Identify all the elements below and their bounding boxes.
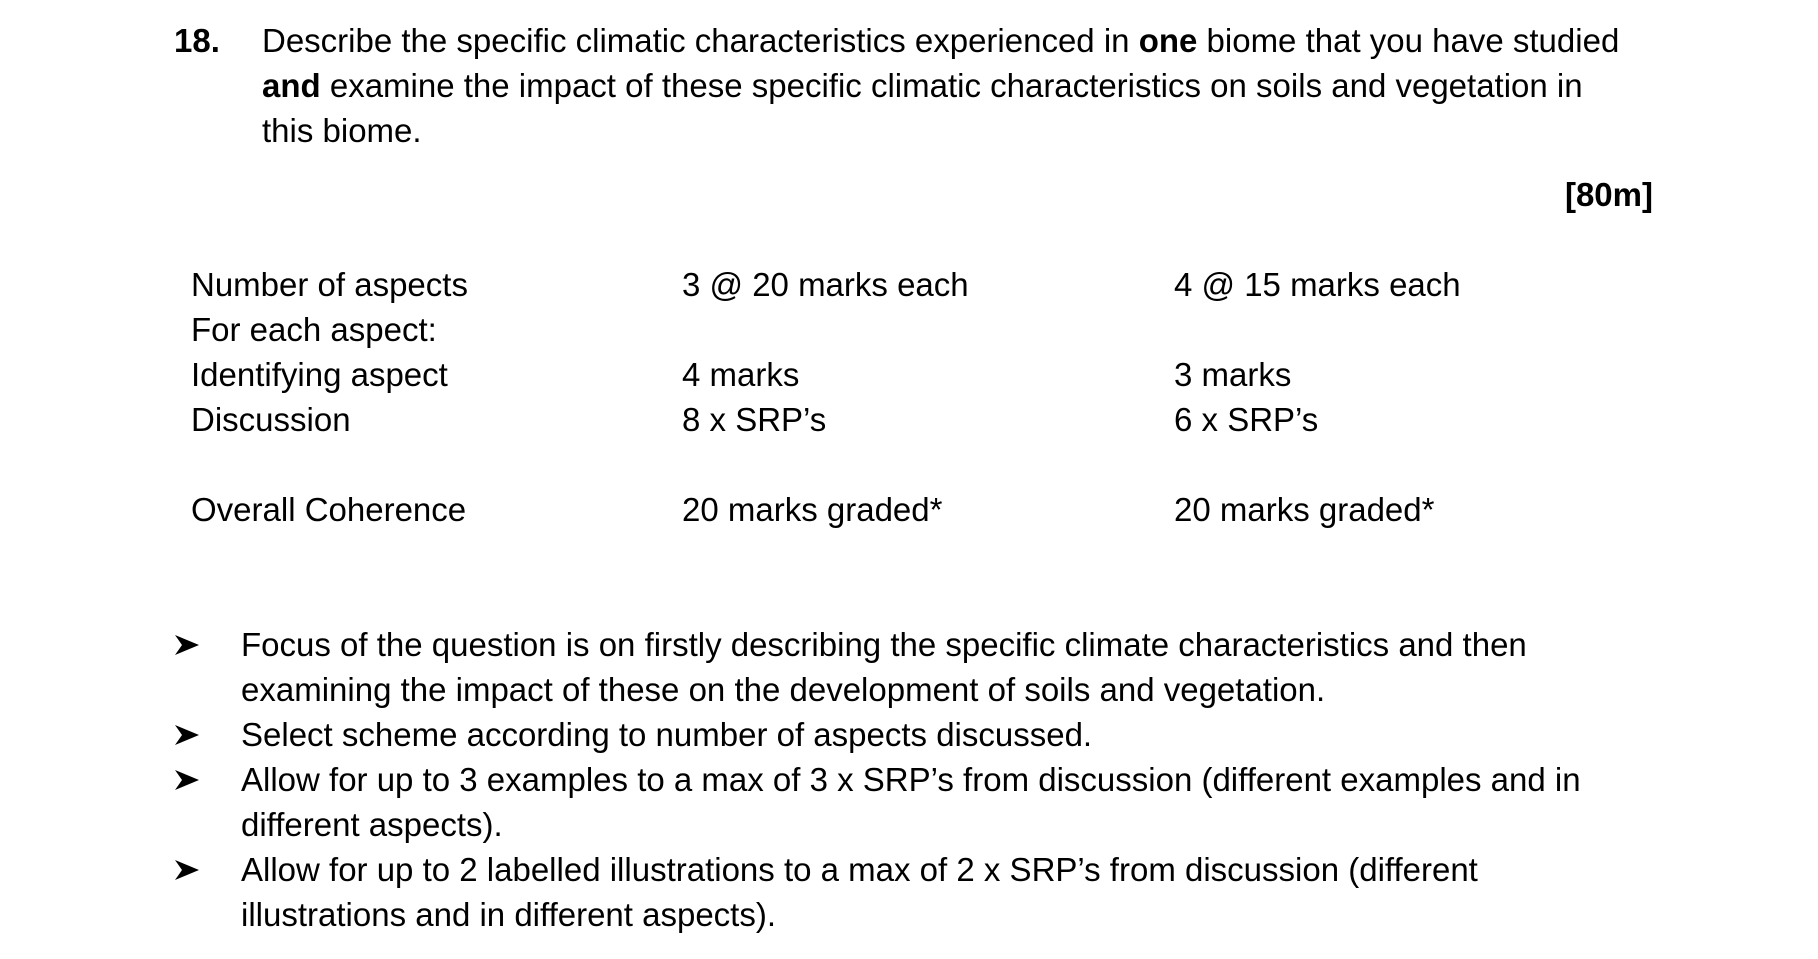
note-line: Allow for up to 3 examples to a max of 3 x SRP’s from discussion (different examples and in [241,761,1581,798]
note-line: Select scheme according to number of aspects discussed. [241,716,1093,753]
scheme-label: For each aspect: [191,311,437,348]
question-line-2: and examine the impact of these specific climatic characteristics on soils and vegetation in [262,67,1583,104]
question-text [262,18,1682,153]
scheme-label: Identifying aspect [191,356,448,393]
question-line-3: this biome. [262,112,422,149]
scheme-col-b: 4 @ 15 marks each [1174,266,1461,303]
list-item [174,622,1654,712]
scheme-label: Discussion [191,401,351,438]
list-item [174,847,1654,937]
scheme-label: Number of aspects [191,266,468,303]
scheme-col-b: 6 x SRP’s [1174,401,1319,438]
note-line: Allow for up to 2 labelled illustrations to a max of 2 x SRP’s from discussion (different [241,851,1478,888]
scheme-col-b: 3 marks [1174,356,1292,393]
marking-notes [174,622,1654,937]
scheme-col-a: 8 x SRP’s [682,401,827,438]
note-line: Focus of the question is on firstly describing the specific climate characteristics and then [241,626,1527,663]
note-line: different aspects). [241,806,503,843]
note-line: illustrations and in different aspects). [241,896,777,933]
emphasis-and: and [262,67,321,104]
total-marks: [80m] [1564,176,1653,213]
note-line: examining the impact of these on the development of soils and vegetation. [241,671,1326,708]
list-item [174,712,1654,757]
scheme-col-a: 3 @ 20 marks each [682,266,969,303]
arrowhead-bullet-icon [174,622,204,667]
arrowhead-bullet-icon [174,847,204,892]
scheme-col-a: 4 marks [682,356,800,393]
list-item [174,757,1654,847]
emphasis-one: one [1138,22,1198,59]
scheme-col-b: 20 marks graded* [1174,491,1435,528]
arrowhead-bullet-icon [174,712,204,757]
arrowhead-bullet-icon [174,757,204,802]
question-line-1: Describe the specific climatic characteristics experienced in one biome that you have studied [262,22,1620,59]
question-number: 18. [174,22,220,59]
scheme-col-a: 20 marks graded* [682,491,943,528]
scheme-label: Overall Coherence [191,491,467,528]
